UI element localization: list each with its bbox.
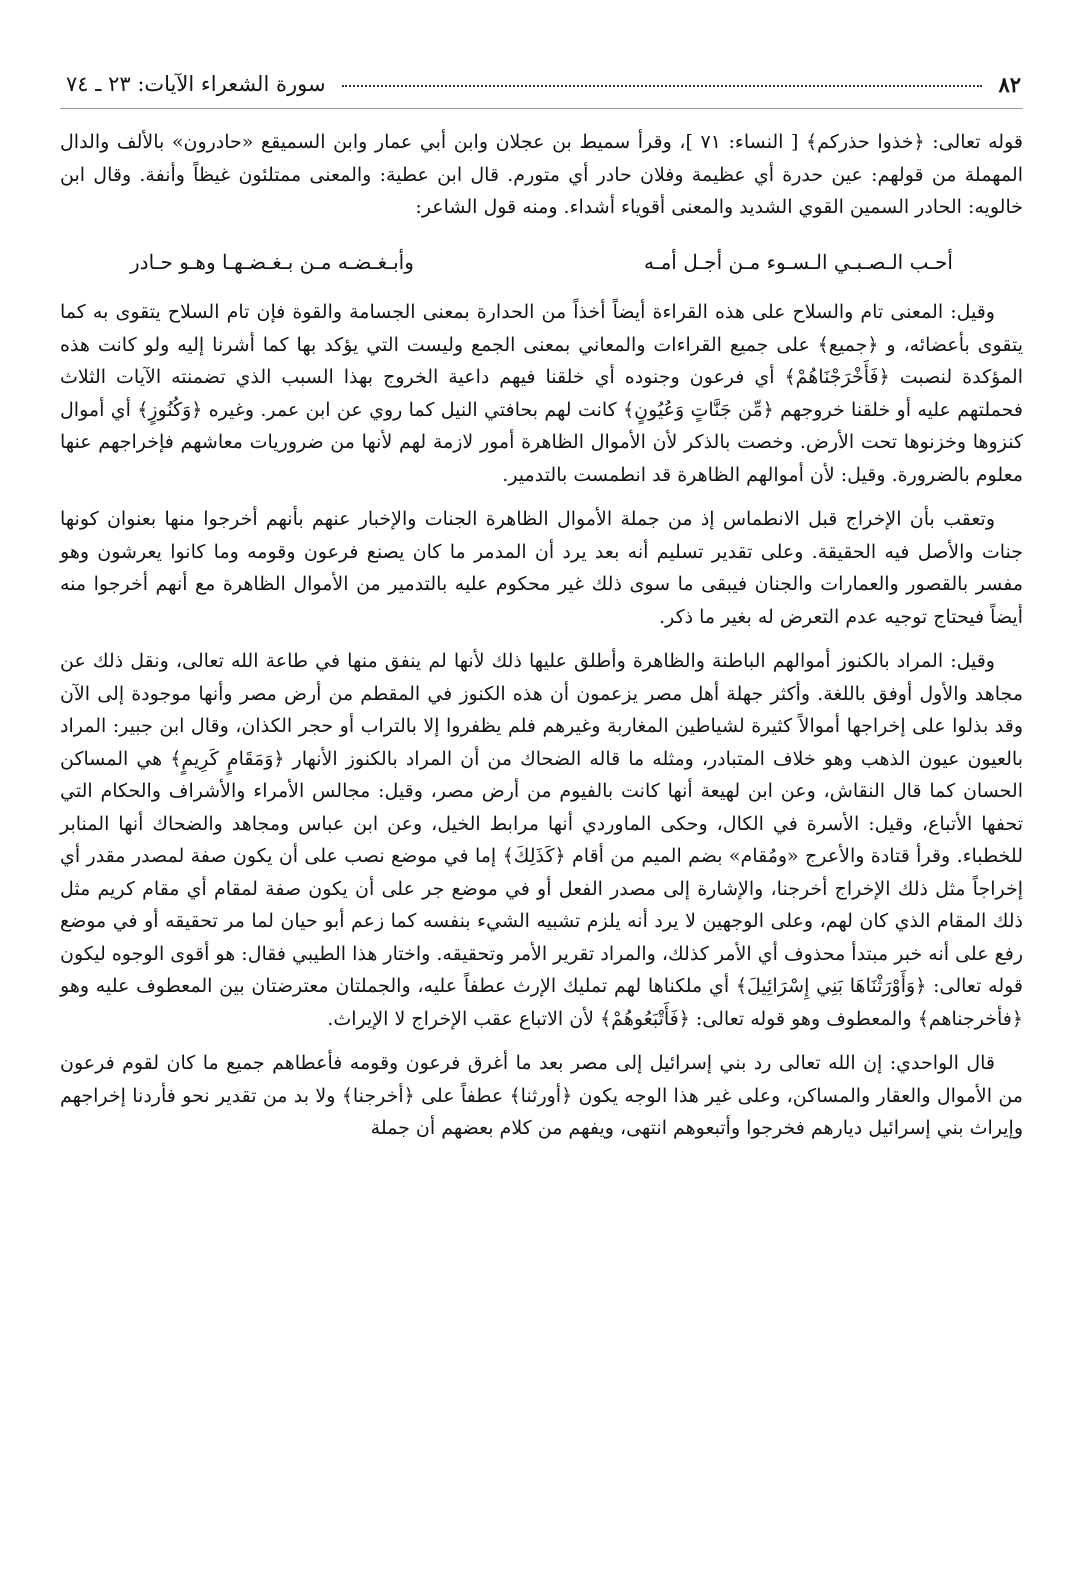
page-number: ٨٢	[998, 71, 1021, 97]
paragraph-3: وتعقب بأن الإخراج قبل الانطماس إذ من جملة الأموال الظاهرة الجنات والإخبار عنهم بأنهم أخرجوا منها بعنوان كونها جنات والأصل فيه الحقيقة. وعلى تقدير تسليم أنه بعد يرد أن المدمر ما كان يصنع فرعون وقومه وما كانوا يعرشون وهو مفسر بالقصور والعمارات والجنان فيبقى ما سوى ذلك غير محكوم عليه بالتدمير من الأموال الظاهرة مع أنهم أخرجوا منه أيضاً فيحتاج توجيه عدم التعرض له بغير ما ذكر.	[60, 508, 1023, 628]
poem-hemistich-first: أحـب الـصـبـي الـسـوء مـن أجـل أمـه	[643, 249, 953, 274]
body-text	[60, 126, 1023, 1157]
header-divider	[60, 108, 1023, 109]
paragraph-1: قوله تعالى: ﴿خذوا حذركم﴾ [ النساء: ٧١ ]، وقرأ سميط بن عجلان وابن أبي عمار وابن السميقع «حادرون» بالألف والدال المهملة من قولهم: عين حدرة أي عظيمة وفلان حادر أي متورم. قال ابن عطية: والمعنى ممتلئون غيظاً وأنفة. وقال ابن خالويه: الحادر السمين القوي الشديد والمعنى أقوياء أشداء. ومنه قول الشاعر:	[60, 131, 1023, 218]
surah-title: سورة الشعراء الآيات: ٢٣ ـ ٧٤	[66, 72, 326, 96]
poem-hemistich-second: وأبـغـضـه مـن بـغـضـهـا وهـو حـادر	[130, 249, 414, 274]
poem-verse	[60, 236, 1023, 297]
header-leader-dots	[342, 85, 983, 87]
paragraph-5: قال الواحدي: إن الله تعالى رد بني إسرائيل إلى مصر بعد ما أغرق فرعون وقومه فأعطاهم جميع ما كان لقوم فرعون من الأموال والعقار والمساكن، وعلى غير هذا الوجه يكون ﴿أورثنا﴾ عطفاً على ﴿أخرجنا﴾ ولا بد من تقدير نحو فأردنا إخراجهم وإيراث بني إسرائيل ديارهم فخرجوا وأتبعوهم انتهى، ويفهم من كلام بعضهم أن جملة	[60, 1052, 1023, 1139]
paragraph-4: وقيل: المراد بالكنوز أموالهم الباطنة والظاهرة وأطلق عليها ذلك لأنها لم ينفق منها في طاعة الله تعالى، ونقل ذلك عن مجاهد والأول أوفق باللغة. وأكثر جهلة أهل مصر يزعمون أن هذه الكنوز في المقطم من أرض مصر وأنها موجودة إلى الآن وقد بذلوا على إخراجها أموالاً كثيرة لشياطين المغاربة وغيرهم فلم يظفروا إلا بالتراب أو حجر الكذان، وقال ابن جبير: المراد بالعيون عيون الذهب وهو خلاف المتبادر، ومثله ما قاله الضحاك من أن المراد بالكنوز الأنهار ﴿وَمَقَامٍ كَرِيمٍ﴾ هي المساكن الحسان كما قال النقاش، وعن ابن لهيعة أنها كانت بالفيوم من أرض مصر، وقيل: مجالس الأمراء والأشراف والحكام التي تحفها الأتباع، وقيل: الأسرة في الكال، وحكى الماوردي أنها مرابط الخيل، وعن ابن عباس ومجاهد والضحاك أنها المنابر للخطباء. وقرأ قتادة والأعرج «ومُقام» بضم الميم من أقام ﴿كَذَلِكَ﴾ إما في موضع نصب على أن يكون صفة لمصدر مقدر أي إخراجاً مثل ذلك الإخراج أخرجنا، والإشارة إلى مصدر الفعل أو في موضع جر على أن يكون صفة لمقام أي مقام كريم مثل ذلك المقام الذي كان لهم، وعلى الوجهين لا يرد أنه يلزم تشبيه الشيء بنفسه كما زعم أبو حيان لما مر تحقيقه أو في موضع رفع على أنه خبر مبتدأ محذوف أي الأمر كذلك، والمراد تقرير الأمر وتحقيقه. واختار هذا الطيبي فقال: هو أقوى الوجوه ليكون قوله تعالى: ﴿وَأَوْرَثْنَاهَا بَنِي إِسْرَائِيلَ﴾ أي ملكناها لهم تمليك الإرث عطفاً عليه، والجملتان معترضتان بين المعطوف عليه وهو ﴿فأخرجناهم﴾ والمعطوف وهو قوله تعالى: ﴿فَأَتْبَعُوهُمْ﴾ لأن الاتباع عقب الإخراج لا الإيراث.	[60, 650, 1023, 1030]
running-header	[66, 64, 1021, 104]
paragraph-2: وقيل: المعنى تام والسلاح على هذه القراءة أيضاً أخذاً من الحدارة بمعنى الجسامة والقوة فإن تام السلاح يتقوى به كما يتقوى بأعضائه، و ﴿جميع﴾ على جميع القراءات والمعاني بمعنى الجمع وليست التي يؤكد بها كما أشرنا إليه ولو كانت هذه المؤكدة لنصبت ﴿فَأَخْرَجْنَاهُمْ﴾ أي فرعون وجنوده أي خلقنا فيهم داعية الخروج بهذا السبب الذي تضمنته الآيات الثلاث فحملتهم عليه أو خلقنا خروجهم ﴿مِّن جَنَّاتٍ وَعُيُونٍ﴾ كانت لهم بحافتي النيل كما روي عن ابن عمر. وغيره ﴿وَكُنُوزٍ﴾ أي أموال كنزوها وخزنوها تحت الأرض. وخصت بالذكر لأن الأموال الظاهرة أمور لازمة لهم لأنها من ضروريات معاشهم فإخراجهم عنها معلوم بالضرورة. وقيل: لأن أموالهم الظاهرة قد انطمست بالتدمير.	[60, 301, 1023, 486]
